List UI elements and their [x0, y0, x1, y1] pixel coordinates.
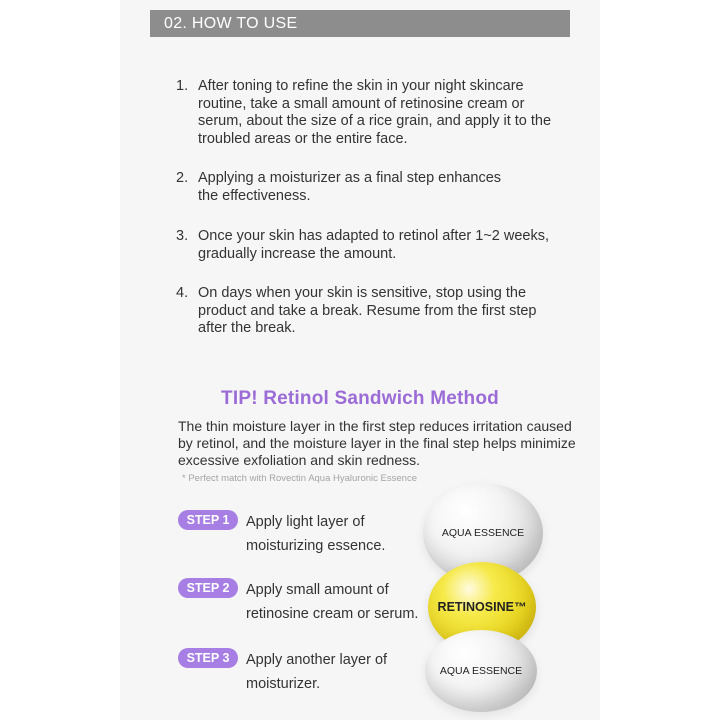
aqua-essence-drop-bottom	[425, 630, 537, 712]
list-item	[176, 170, 556, 205]
step-description: Apply small amount of retinosine cream or serum.	[246, 582, 419, 622]
drop-label: RETINOSINE™	[437, 600, 527, 614]
list-item	[176, 285, 556, 338]
step-badge: STEP 3	[178, 648, 238, 668]
step-number: 3.	[176, 228, 189, 244]
step-text: On days when your skin is sensitive, stop using the product and take a break. Resume from the first step after the break.	[198, 285, 537, 336]
section-title: 02. HOW TO USE	[164, 15, 298, 32]
step-text: After toning to refine the skin in your night skincare routine, take a small amount of retinosine cream or serum, about the size of a rice grain, and apply it to the troubled areas or the entire face.	[198, 78, 552, 147]
list-item	[176, 228, 556, 263]
tip-description: The thin moisture layer in the first step reduces irritation caused by retinol, and the moisture layer in the final step helps minimize excessive exfoliation and skin redness.	[178, 418, 576, 468]
step-badge: STEP 1	[178, 510, 238, 530]
drop-label: AQUA ESSENCE	[441, 527, 525, 539]
drop-label: AQUA ESSENCE	[439, 665, 523, 677]
section-header	[150, 10, 570, 37]
step-number: 4.	[176, 285, 189, 301]
list-item	[176, 78, 556, 148]
step-text: Applying a moisturizer as a final step enhances the effectiveness.	[198, 170, 502, 204]
step-description: Apply light layer of moisturizing essence.	[246, 514, 386, 554]
step-description: Apply another layer of moisturizer.	[246, 652, 388, 692]
step-text: Once your skin has adapted to retinol after 1~2 weeks, gradually increase the amount.	[198, 228, 550, 262]
step-number: 1.	[176, 78, 189, 94]
step-number: 2.	[176, 170, 189, 186]
step-badge: STEP 2	[178, 578, 238, 598]
tip-title: TIP! Retinol Sandwich Method	[221, 388, 499, 409]
tip-note: * Perfect match with Rovectin Aqua Hyaluronic Essence	[182, 473, 417, 484]
